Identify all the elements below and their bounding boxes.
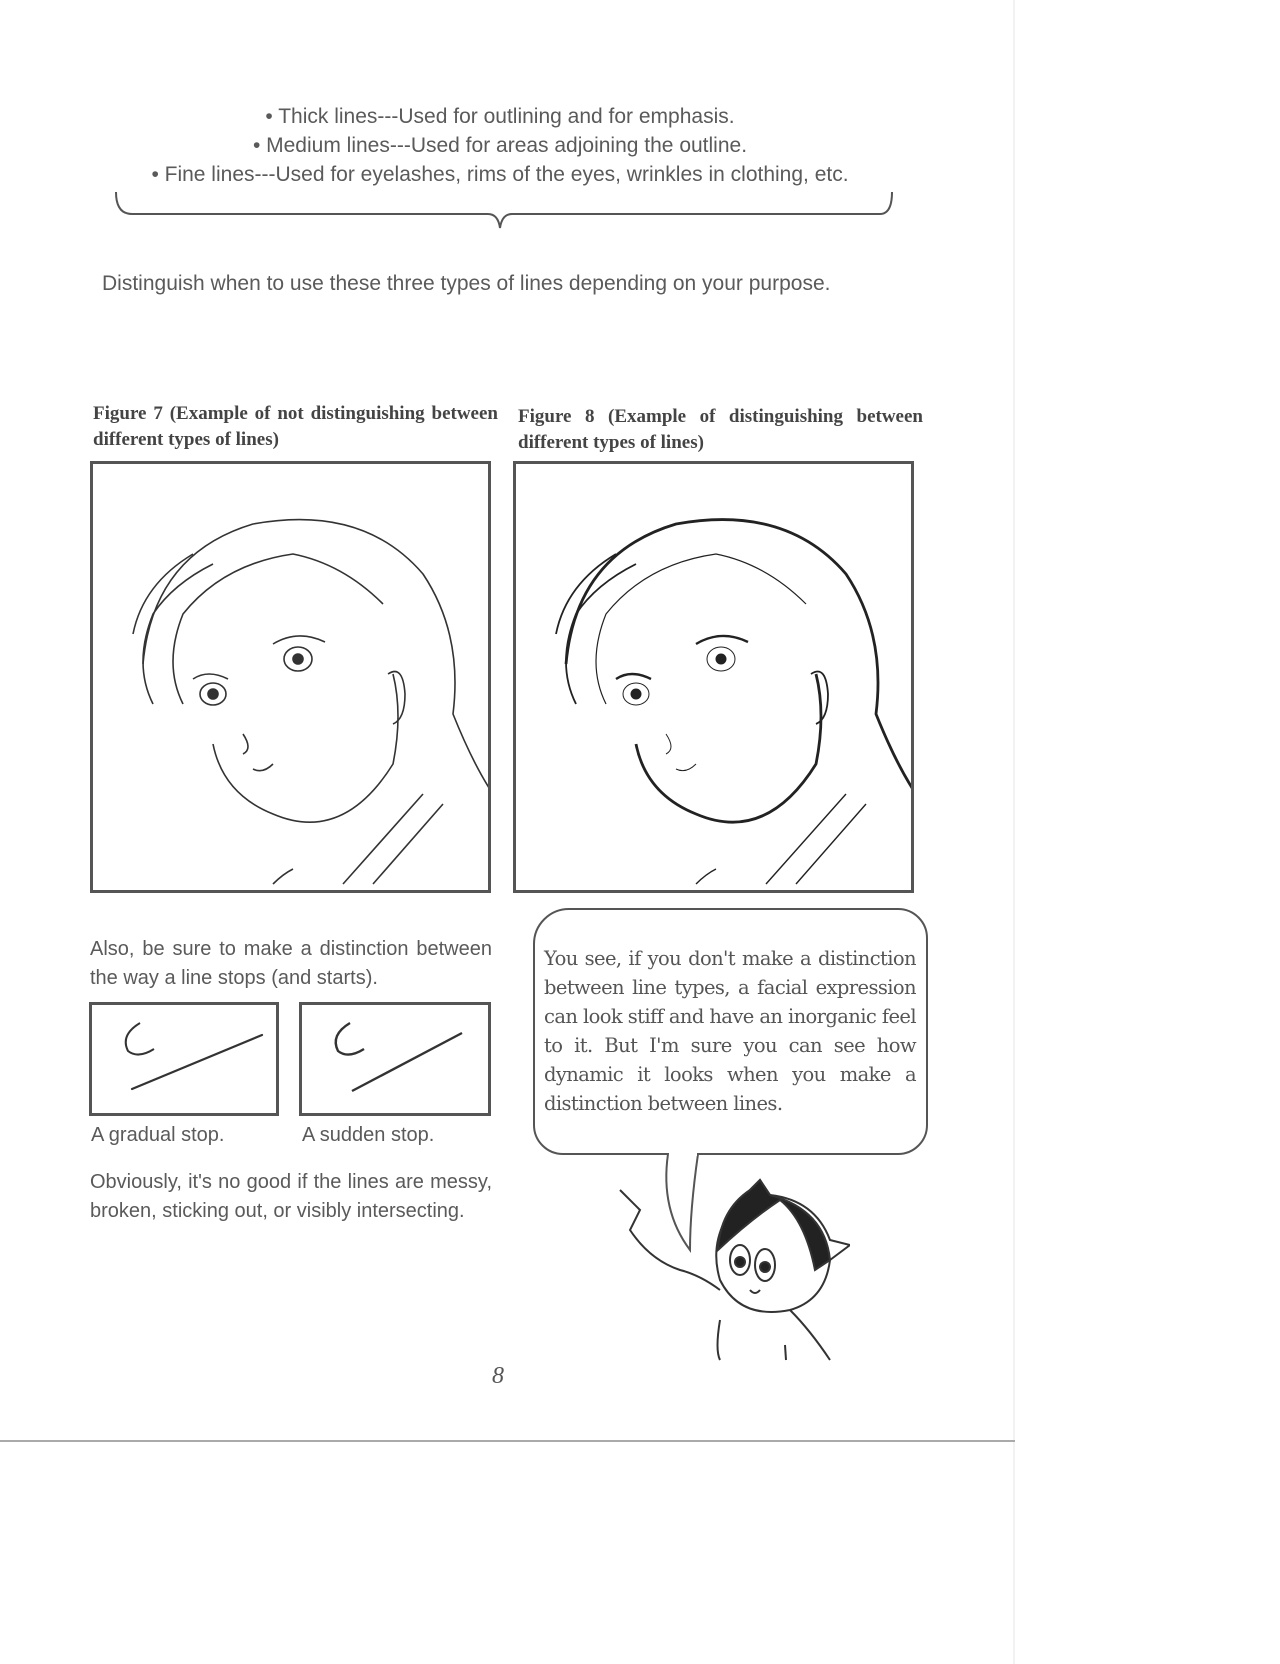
gradual-stop-frame [89, 1002, 279, 1116]
figure-7-frame [90, 461, 491, 893]
speech-text: You see, if you don't make a distinction between line types, a facial expression can look stiff and have an inorganic feel to it. But I'm sure you can see how dynamic it looks when you make a distinction between lines. [544, 947, 916, 1115]
bullet-fine: • Fine lines---Used for eyelashes, rims of the eyes, wrinkles in clothing, etc. [151, 163, 849, 186]
gradual-stop-label: A gradual stop. [91, 1124, 225, 1146]
page-number: 8 [492, 1363, 504, 1389]
sudden-stop-label: A sudden stop. [302, 1124, 435, 1146]
face-illustration-uniform [93, 464, 488, 890]
sudden-stop-stroke [302, 1005, 488, 1113]
face-illustration-varied [516, 464, 911, 890]
messy-lines-note: Obviously, it's no good if the lines are messy, broken, sticking out, or visibly intersecting. [90, 1171, 492, 1222]
line-types-list [100, 102, 900, 189]
bullet-thick: • Thick lines---Used for outlining and for emphasis. [265, 105, 735, 128]
brace [110, 190, 900, 232]
bullet-medium: • Medium lines---Used for areas adjoining the outline. [252, 134, 748, 157]
scan-edge [1013, 0, 1015, 1664]
line-stop-intro: Also, be sure to make a distinction between the way a line stops (and starts). [90, 938, 492, 989]
figure-7-caption: Figure 7 (Example of not distinguishing between different types of lines) [93, 403, 498, 450]
sudden-stop-frame [299, 1002, 491, 1116]
intro-text: Distinguish when to use these three types of lines depending on your purpose. [102, 272, 831, 295]
figure-8-frame [513, 461, 914, 893]
astro-boy-illustration [600, 1160, 850, 1370]
page-bottom-rule [0, 1440, 1015, 1442]
gradual-stop-stroke [92, 1005, 276, 1113]
figure-8-caption: Figure 8 (Example of distinguishing between different types of lines) [518, 406, 923, 453]
